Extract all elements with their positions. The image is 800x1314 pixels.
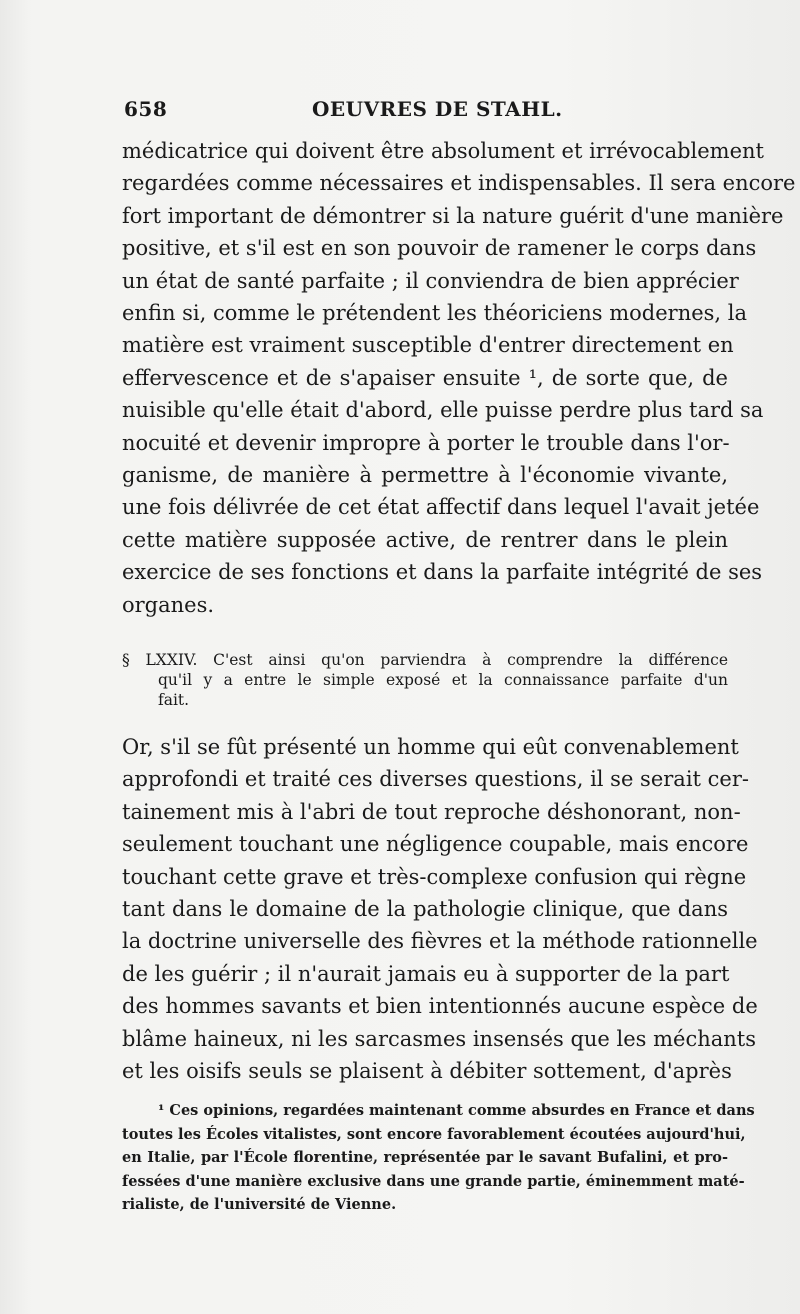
body1-line: nocuité et devenir impropre à porter le trouble dans l'or- [122,430,730,455]
body1-line: médicatrice qui doivent être absolument et irrévocablement [122,139,764,163]
body1-line: un état de santé parfaite ; il conviendra de bien apprécier [122,268,739,293]
body1-line: effervescence et de s'apaiser ensuite ¹, de sorte que, de [122,365,728,390]
body1-line: fort important de démontrer si la nature guérit d'une manière [122,203,784,228]
body1-line: exercice de ses fonctions et dans la parfaite intégrité de ses [122,560,763,585]
section-heading-line-2: qu'il y a entre le simple exposé et la connaissance parfaite d'un [158,671,728,689]
body2-line: et les oisifs seuls se plaisent à débiter sottement, d'après [122,1059,732,1083]
foot-line: ¹ Ces opinions, regardées maintenant comme absurdes en France et dans [158,1102,755,1119]
page-number: 658 [124,97,168,121]
body1-line: une fois délivrée de cet état affectif dans lequel l'avait jetée [122,495,760,520]
body2-line: la doctrine universelle des fièvres et la méthode rationnelle [122,929,758,954]
body1-line: nuisible qu'elle était d'abord, elle puisse perdre plus tard sa [122,398,764,423]
body2-line: Or, s'il se fût présenté un homme qui eût convenablement [122,735,739,759]
foot-line: rialiste, de l'université de Vienne. [122,1196,397,1213]
page-header [124,97,724,127]
running-title: OEUVRES DE STAHL. [312,97,563,121]
body1-line: regardées comme nécessaires et indispensables. Il sera encore [122,171,796,196]
body2-line: de les guérir ; il n'aurait jamais eu à supporter de la part [122,961,730,986]
foot-line: fessées d'une manière exclusive dans une grande partie, éminemment maté- [122,1172,745,1190]
body1-line: matière est vraiment susceptible d'entrer directement en [122,333,734,358]
body1-line: positive, et s'il est en son pouvoir de ramener le corps dans [122,236,757,261]
section-heading-line-1: § LXXIV. C'est ainsi qu'on parviendra à comprendre la différence [122,651,728,669]
body2-line: approfondi et traité ces diverses questions, il se serait cer- [122,767,749,792]
foot-line: en Italie, par l'École florentine, représentée par le savant Bufalini, et pro- [122,1149,728,1166]
body2-line: touchant cette grave et très-complexe confusion qui règne [122,864,747,889]
body2-line: des hommes savants et bien intentionnés aucune espèce de [122,994,758,1019]
body1-line: ganisme, de manière à permettre à l'économie vivante, [122,463,728,487]
body2-line: tainement mis à l'abri de tout reproche déshonorant, non- [122,799,741,824]
body2-line: seulement touchant une négligence coupable, mais encore [122,832,749,857]
section-heading-line-3: fait. [158,691,190,709]
body1-line: cette matière supposée active, de rentrer dans le plein [122,527,728,552]
body2-line: blâme haineux, ni les sarcasmes insensés que les méchants [122,1026,757,1051]
foot-line: toutes les Écoles vitalistes, sont encore favorablement écoutées aujourd'hui, [122,1125,746,1143]
body1-line: organes. [122,592,215,617]
body2-line: tant dans le domaine de la pathologie clinique, que dans [122,897,728,921]
body1-line: enfin si, comme le prétendent les théoriciens modernes, la [122,301,748,325]
